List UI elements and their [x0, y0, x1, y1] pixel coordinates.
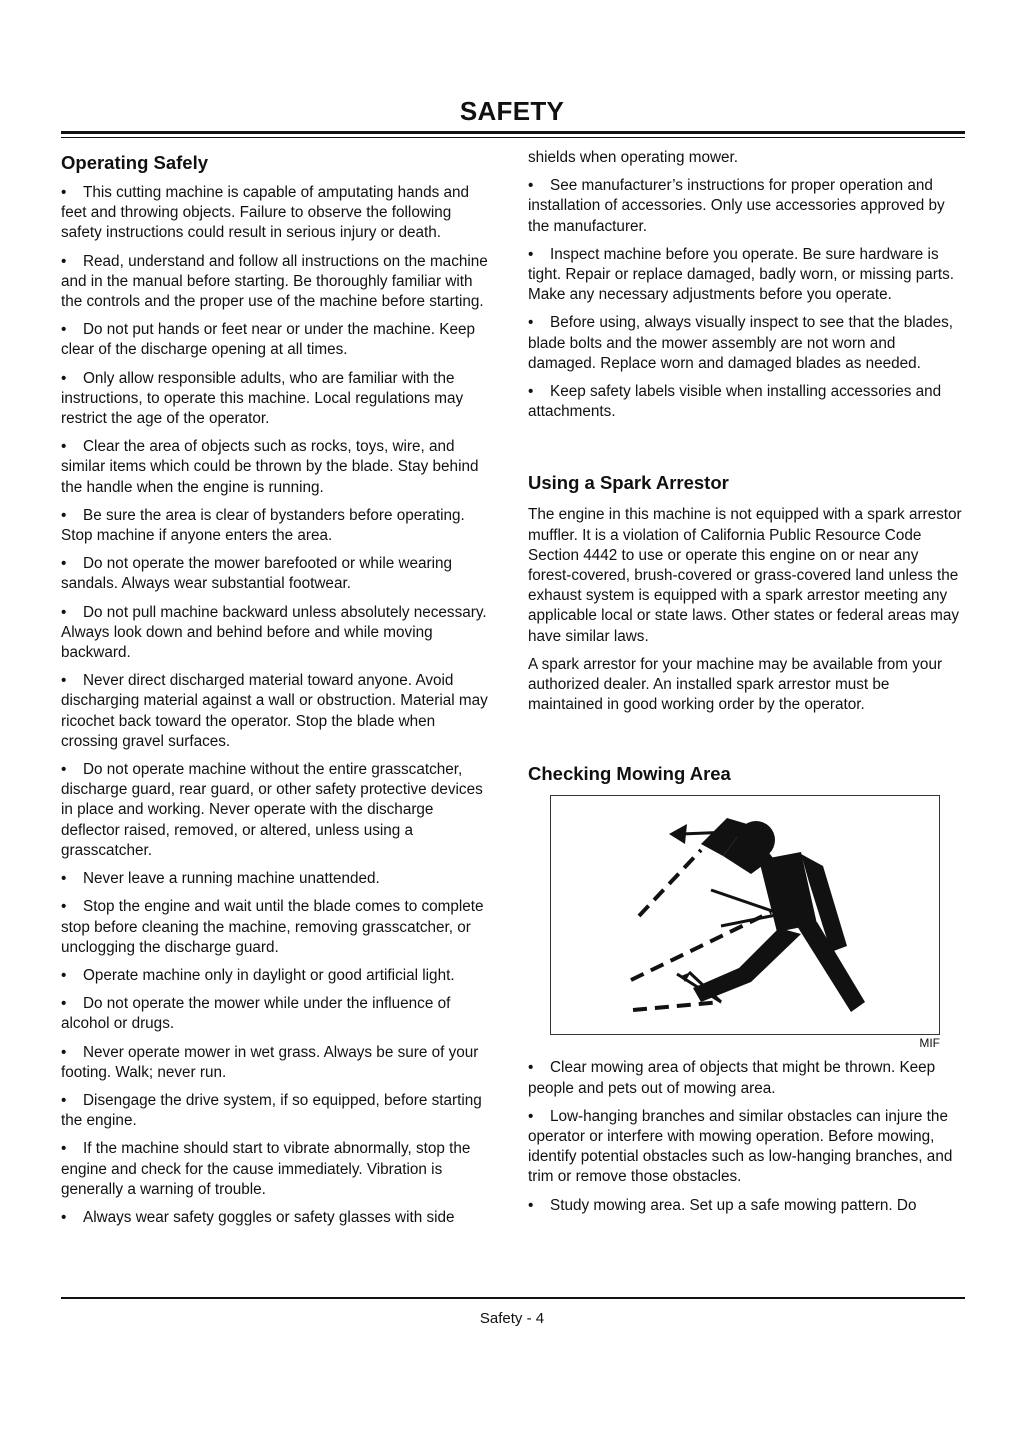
bullet-item: [528, 1107, 965, 1188]
bullet-symbol: •: [61, 1208, 67, 1226]
left-column: [61, 148, 495, 1236]
header-rule-thick: [61, 131, 965, 134]
bullet-item: [61, 554, 495, 594]
bullet-text: Never direct discharged material toward anyone. Avoid discharging material against a wall or obstruction. Material may ricochet back toward the operator. Stop the blade when crossing gravel surfaces.: [61, 672, 488, 750]
bullet-text: Disengage the drive system, if so equipped, before starting the engine.: [61, 1091, 482, 1130]
bullet-symbol: •: [61, 369, 67, 387]
bullet-symbol: •: [61, 438, 67, 456]
bullet-item: [528, 245, 965, 306]
bullet-text: Do not pull machine backward unless absolutely necessary. Always look down and behind before and while moving backward.: [61, 603, 487, 662]
bullet-text: Only allow responsible adults, who are familiar with the instructions, to operate this machine. Local regulations may restrict the age of the operator.: [61, 369, 464, 428]
bullet-text: Do not operate machine without the entire grasscatcher, discharge guard, rear guard, or other safety protective devices in place and working. Never operate with the discharge deflector raised, removed, or altered, unless using a grasscatcher.: [61, 761, 483, 859]
bullet-item: [61, 966, 495, 986]
bullet-symbol: •: [61, 1140, 67, 1158]
bullet-text: Do not operate the mower barefooted or while wearing sandals. Always wear substantial footwear.: [61, 555, 453, 593]
bullet-text: Be sure the area is clear of bystanders before operating. Stop machine if anyone enters the area.: [61, 506, 465, 545]
bullet-item: [61, 1091, 495, 1131]
bullet-symbol: •: [61, 761, 67, 779]
header-rule-thin: [61, 137, 965, 138]
bullet-text: Read, understand and follow all instructions on the machine and in the manual before starting. Be thoroughly familiar with the controls and the proper use of the machine before starting.: [61, 252, 488, 311]
thrown-object-hazard-icon: [551, 796, 941, 1036]
bullet-text: Study mowing area. Set up a safe mowing pattern. Do: [550, 1196, 917, 1214]
footer-rule: [61, 1297, 965, 1299]
bullet-symbol: •: [61, 966, 67, 984]
bullet-symbol: •: [61, 1043, 67, 1061]
figure-code-label: MIF: [919, 1036, 940, 1051]
thrown-object-warning-figure: [550, 795, 940, 1035]
right-column: [528, 148, 965, 1224]
bullet-symbol: •: [528, 1196, 534, 1214]
bullet-item: [528, 1058, 965, 1098]
bullet-item: [61, 994, 495, 1034]
bullet-item: [61, 506, 495, 546]
bullet-text: Never operate mower in wet grass. Always be sure of your footing. Walk; never run.: [61, 1043, 479, 1081]
section-heading-spark-arrestor: Using a Spark Arrestor: [528, 472, 729, 494]
bullet-symbol: •: [61, 1091, 67, 1109]
bullet-text: Do not put hands or feet near or under the machine. Keep clear of the discharge opening at all times.: [61, 321, 476, 359]
bullet-item: [61, 760, 495, 861]
bullet-symbol: •: [528, 314, 534, 332]
bullet-text: Clear mowing area of objects that might be thrown. Keep people and pets out of mowing area.: [528, 1059, 936, 1097]
section-heading-operating-safely: Operating Safely: [61, 152, 209, 173]
bullet-item: [528, 313, 965, 374]
bullet-item: [61, 437, 495, 498]
bullet-text: Keep safety labels visible when installing accessories and attachments.: [528, 383, 942, 421]
bullet-item: [61, 183, 495, 244]
bullet-text: Do not operate the mower while under the influence of alcohol or drugs.: [61, 995, 451, 1033]
bullet-symbol: •: [528, 383, 534, 401]
bullet-text: Stop the engine and wait until the blade comes to complete stop before cleaning the machine, removing grasscatcher, or unclogging the discharge guard.: [61, 898, 484, 956]
bullet-symbol: •: [61, 995, 67, 1013]
paragraph: A spark arrestor for your machine may be available from your authorized dealer. An installed spark arrestor must be maintained in good working order by the operator.: [528, 655, 943, 714]
bullet-text: Inspect machine before you operate. Be sure hardware is tight. Repair or replace damaged, badly worn, or missing parts. Make any necessary adjustments before you operate.: [528, 245, 954, 304]
bullet-item: [61, 320, 495, 360]
bullet-item: [61, 603, 495, 664]
bullet-symbol: •: [528, 177, 534, 195]
bullet-item: [61, 869, 495, 889]
bullet-symbol: •: [61, 555, 67, 573]
bullet-item: [528, 382, 965, 422]
bullet-item: [61, 1043, 495, 1083]
bullet-item: [61, 897, 495, 958]
bullet-symbol: •: [61, 321, 67, 339]
bullet-text: Operate machine only in daylight or good artificial light.: [83, 966, 455, 984]
bullet-symbol: •: [61, 506, 67, 524]
bullet-symbol: •: [528, 1059, 534, 1077]
bullet-symbol: •: [61, 184, 67, 201]
bullet-symbol: •: [528, 245, 534, 263]
bullet-item: [528, 176, 965, 237]
bullet-symbol: •: [61, 252, 67, 270]
bullet-item: [61, 1139, 495, 1200]
bullet-text: Always wear safety goggles or safety glasses with side: [83, 1208, 455, 1226]
bullet-text: Low-hanging branches and similar obstacles can injure the operator or interfere with mowing operation. Before mowing, identify potential obstacles such as low-hanging branches, and trim or remove those obstacles.: [528, 1107, 953, 1186]
bullet-item: [61, 671, 495, 752]
page-title: SAFETY: [459, 96, 565, 126]
bullet-text: Before using, always visually inspect to see that the blades, blade bolts and the mower assembly are not worn and damaged. Replace worn and damaged blades as needed.: [528, 314, 954, 372]
continued-text: shields when operating mower.: [528, 149, 739, 166]
section-heading-mowing-area: Checking Mowing Area: [528, 763, 731, 785]
bullet-item: [61, 252, 495, 313]
paragraph: The engine in this machine is not equipped with a spark arrestor muffler. It is a violation of California Public Resource Code Section 4442 to use or operate this engine on or near any forest-covered, brush-covered or grass-covered land unless the exhaust system is equipped with a spark arrestor meeting any applicable local or state laws. Other states or federal areas may have similar laws.: [528, 506, 962, 645]
bullet-text: Never leave a running machine unattended.: [83, 870, 380, 888]
page-number: Safety - 4: [479, 1310, 545, 1327]
bullet-item: [61, 1208, 495, 1228]
bullet-text: See manufacturer’s instructions for proper operation and installation of accessories. Only use accessories approved by the manufacturer.: [528, 177, 945, 235]
bullet-text: Clear the area of objects such as rocks, toys, wire, and similar items which could be thrown by the blade. Stay behind the handle when the engine is running.: [61, 438, 479, 496]
bullet-text: If the machine should start to vibrate abnormally, stop the engine and check for the cause immediately. Vibration is generally a warning of trouble.: [61, 1140, 471, 1198]
bullet-symbol: •: [61, 898, 67, 916]
bullet-item: [61, 369, 495, 430]
bullet-item: [528, 1196, 965, 1216]
bullet-symbol: •: [61, 870, 67, 888]
bullet-text: This cutting machine is capable of amputating hands and feet and throwing objects. Failure to observe the following safety instructions could result in serious injury or death.: [61, 184, 470, 242]
bullet-symbol: •: [528, 1107, 534, 1125]
bullet-symbol: •: [61, 603, 67, 621]
bullet-symbol: •: [61, 672, 67, 690]
